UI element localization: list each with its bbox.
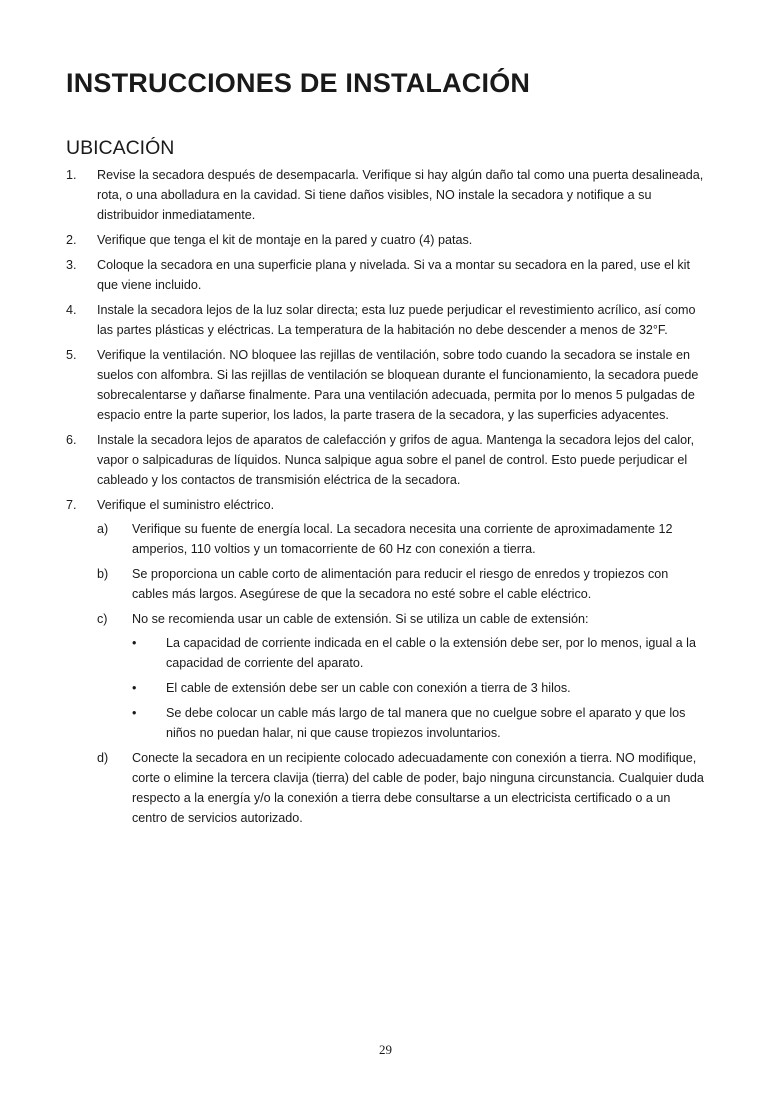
- item-number: 4.: [66, 303, 77, 317]
- item-number: 7.: [66, 498, 77, 512]
- bullet-mark: •: [132, 706, 137, 720]
- item-text: Verifique la ventilación. NO bloquee las rejillas de ventilación, sobre todo cuando la secadora se instale en suelos con alfombra. Si las rejillas de ventilación se bloquean durante el funcionamiento, la secadora puede sobrecalentarse y dañarse finalmente. Para una ventilación adecuada, permita por lo menos 5 pulgadas de espacio entre la parte superior, los lados, la parte trasera de la secadora, y las superficies adyacentes.: [97, 348, 699, 422]
- item-text: Verifique el suministro eléctrico.: [97, 498, 275, 512]
- sublist-item: [97, 519, 706, 559]
- sublist-letter: b): [97, 567, 109, 581]
- item-text: Instale la secadora lejos de aparatos de calefacción y grifos de agua. Mantenga la secadora lejos del calor, vapor o salpicaduras de líquidos. Nunca salpique agua sobre el panel de control. Esto puede perjudicar el cableado y los contactos de transmisión eléctrica de la secadora.: [97, 433, 695, 487]
- sublist-item: [97, 564, 706, 604]
- sublist-text: Verifique su fuente de energía local. La secadora necesita una corriente de aproximadamente 12 amperios, 110 voltios y un tomacorriente de 60 Hz con conexión a tierra.: [132, 522, 673, 556]
- list-item: [66, 345, 706, 425]
- bullet-text: La capacidad de corriente indicada en el cable o la extensión debe ser, por lo menos, igual a la capacidad de corriente del aparato.: [166, 636, 696, 670]
- sublist-letter: a): [97, 522, 109, 536]
- list-item: [66, 230, 706, 250]
- sublist-text: No se recomienda usar un cable de extensión. Si se utiliza un cable de extensión:: [132, 612, 589, 626]
- item-number: 1.: [66, 168, 77, 182]
- item-number: 6.: [66, 433, 77, 447]
- list-item: [66, 165, 706, 225]
- item-number: 2.: [66, 233, 77, 247]
- bullet-item: [132, 633, 706, 673]
- item-text: Coloque la secadora en una superficie plana y nivelada. Si va a montar su secadora en la pared, use el kit que viene incluido.: [97, 258, 690, 292]
- sublist-item: [97, 609, 706, 629]
- bullet-text: El cable de extensión debe ser un cable con conexión a tierra de 3 hilos.: [166, 681, 571, 695]
- instruction-list: [66, 165, 706, 833]
- bullet-item: [132, 703, 706, 743]
- sublist-text: Conecte la secadora en un recipiente colocado adecuadamente con conexión a tierra. NO modifique, corte o elimine la tercera clavija (tierra) del cable de poder, bajo ninguna circunstancia. Cualquier duda respecto a la energía y/o la conexión a tierra debe consultarse a un electricista certificado o a un centro de servicios autorizado.: [132, 751, 704, 825]
- item-number: 5.: [66, 348, 77, 362]
- sublist-letter: d): [97, 751, 109, 765]
- item-number: 3.: [66, 258, 77, 272]
- sublist-text: Se proporciona un cable corto de alimentación para reducir el riesgo de enredos y tropiezos con cables más largos. Asegúrese de que la secadora no esté sobre el cable eléctrico.: [132, 567, 669, 601]
- electrical-sublist: [97, 519, 706, 828]
- item-text: Verifique que tenga el kit de montaje en la pared y cuatro (4) patas.: [97, 233, 473, 247]
- page-number: 29: [379, 1042, 392, 1057]
- list-item: [66, 430, 706, 490]
- sublist-letter: c): [97, 612, 108, 626]
- list-item: [66, 495, 706, 515]
- bullet-text: Se debe colocar un cable más largo de tal manera que no cuelgue sobre el aparato y que los niños no puedan halar, ni que cause tropiezos involuntarios.: [166, 706, 686, 740]
- sublist-item: [97, 748, 706, 828]
- item-text: Revise la secadora después de desempacarla. Verifique si hay algún daño tal como una puerta desalineada, rota, o una abolladura en la cavidad. Si tiene daños visibles, NO instale la secadora y notifique a su distribuidor inmediatamente.: [97, 168, 704, 222]
- page-title: INSTRUCCIONES DE INSTALACIÓN: [66, 68, 531, 98]
- bullet-item: [132, 678, 706, 698]
- extension-bullet-list: [132, 633, 706, 743]
- list-item: [66, 300, 706, 340]
- list-item: [66, 255, 706, 295]
- item-text: Instale la secadora lejos de la luz solar directa; esta luz puede perjudicar el revestimiento acrílico, así como las partes plásticas y eléctricas. La temperatura de la habitación no debe descender a menos de 32°F.: [97, 303, 696, 337]
- section-title: UBICACIÓN: [66, 137, 175, 159]
- bullet-mark: •: [132, 681, 137, 695]
- bullet-mark: •: [132, 636, 137, 650]
